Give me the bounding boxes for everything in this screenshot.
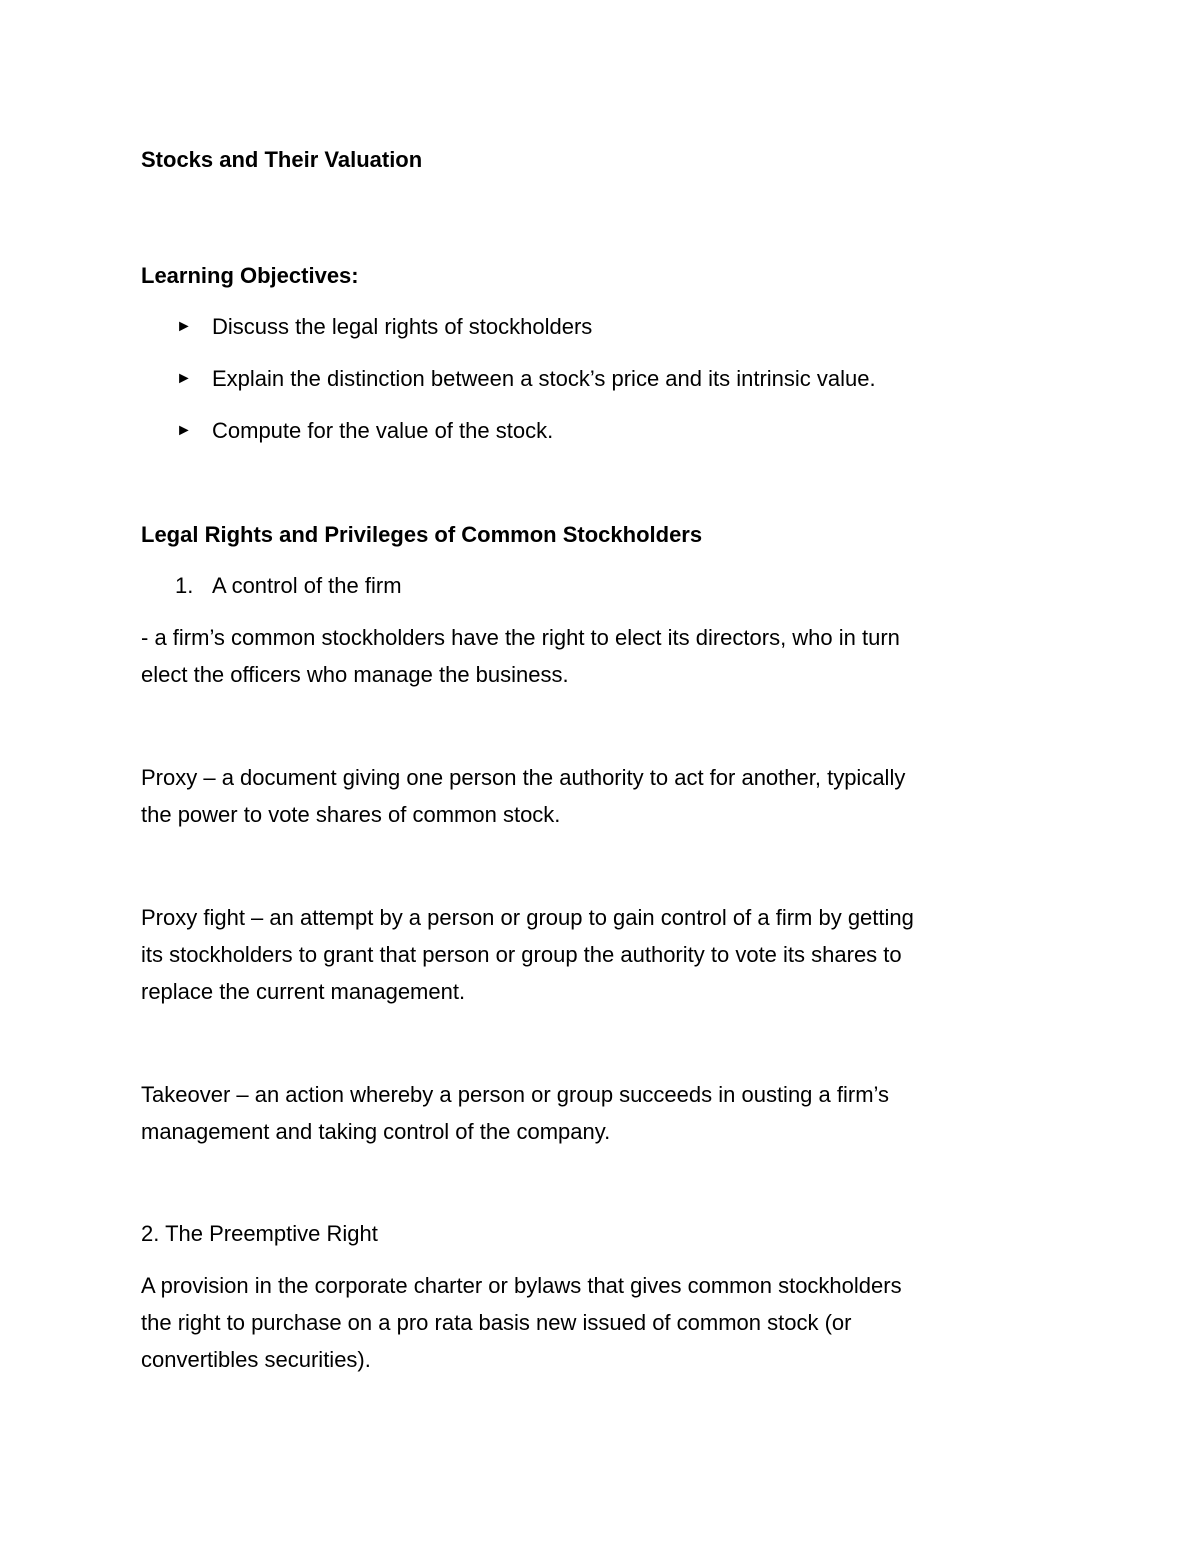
objective-text: Discuss the legal rights of stockholders bbox=[212, 314, 593, 339]
triangle-bullet-icon: ► bbox=[176, 422, 192, 439]
objectives-heading: Learning Objectives: bbox=[141, 263, 359, 288]
objective-text: Explain the distinction between a stock’s price and its intrinsic value. bbox=[212, 366, 876, 391]
preemptive-right-heading: 2. The Preemptive Right bbox=[141, 1221, 378, 1246]
paragraph-line: management and taking control of the company. bbox=[141, 1119, 611, 1144]
document-title: Stocks and Their Valuation bbox=[141, 147, 423, 172]
paragraph-line: Proxy – a document giving one person the authority to act for another, typically bbox=[141, 765, 906, 790]
paragraph-line: - a firm’s common stockholders have the right to elect its directors, who in turn bbox=[141, 625, 900, 650]
paragraph-line: A provision in the corporate charter or bylaws that gives common stockholders bbox=[141, 1273, 902, 1298]
paragraph-line: replace the current management. bbox=[141, 979, 466, 1004]
paragraph-line: Proxy fight – an attempt by a person or group to gain control of a firm by getting bbox=[141, 905, 914, 930]
paragraph-line: convertibles securities). bbox=[141, 1347, 371, 1372]
triangle-bullet-icon: ► bbox=[176, 370, 192, 387]
item-number: 1. bbox=[175, 573, 194, 598]
triangle-bullet-icon: ► bbox=[176, 318, 192, 335]
paragraph-line: the power to vote shares of common stock. bbox=[141, 802, 561, 827]
item-title: A control of the firm bbox=[212, 573, 402, 598]
rights-heading: Legal Rights and Privileges of Common Stockholders bbox=[141, 522, 703, 547]
objective-text: Compute for the value of the stock. bbox=[212, 418, 554, 443]
paragraph-line: its stockholders to grant that person or group the authority to vote its shares to bbox=[141, 942, 902, 967]
paragraph-line: Takeover – an action whereby a person or group succeeds in ousting a firm’s bbox=[141, 1082, 890, 1107]
paragraph-line: elect the officers who manage the business. bbox=[141, 662, 569, 687]
paragraph-line: the right to purchase on a pro rata basis new issued of common stock (or bbox=[141, 1310, 852, 1335]
